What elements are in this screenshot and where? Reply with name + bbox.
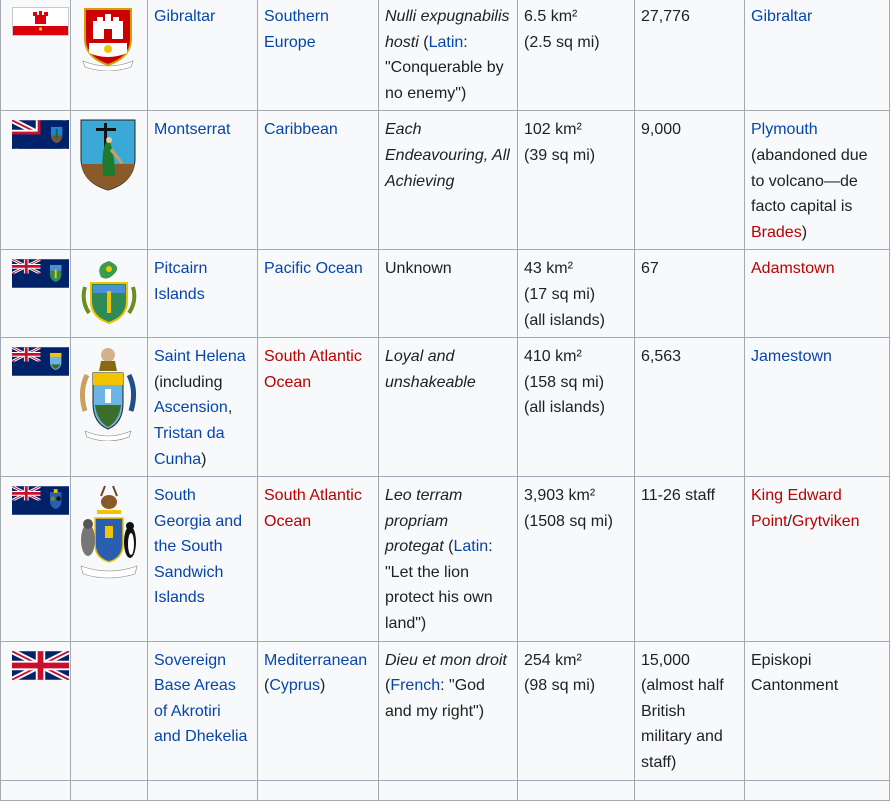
area-note: (all islands) (524, 311, 605, 329)
capital-separator: / (787, 512, 792, 530)
de-facto-capital-link[interactable]: Brades (751, 223, 802, 241)
region-link[interactable]: Pacific Ocean (264, 260, 363, 278)
saint-helena-coat-of-arms-icon[interactable] (79, 345, 137, 441)
motto-translation: : "Conquerable by no enemy") (385, 33, 504, 102)
capital-text: Episkopi Cantonment (751, 651, 839, 695)
territory-paren-close: ) (201, 450, 207, 468)
table-row (1, 0, 890, 111)
gibraltar-flag-icon[interactable] (12, 7, 69, 36)
motto-text: Leo terram propriam protegat (385, 487, 463, 556)
area-value: 3,903 km² (524, 487, 596, 505)
area-value: 102 km² (524, 121, 582, 139)
area-value: 410 km² (524, 348, 582, 366)
capital-note: (abandoned due to volcano—de facto capital is (751, 146, 868, 216)
pitcairn-flag-icon[interactable] (12, 259, 69, 288)
population-value: 27,776 (641, 8, 690, 25)
capital-link[interactable]: Adamstown (751, 260, 835, 278)
motto-translation: : "Let the lion protect his own land") (385, 538, 493, 633)
area-sq-mi: (2.5 sq mi) (524, 33, 600, 51)
area-sq-mi: (158 sq mi) (524, 373, 605, 391)
montserrat-flag-icon[interactable] (12, 120, 69, 149)
population-value: 11-26 staff (641, 487, 716, 505)
motto-paren: ( (385, 677, 391, 695)
motto-text: Loyal and unshakeable (385, 348, 476, 391)
population-value: 9,000 (641, 121, 682, 139)
area-sq-mi: (98 sq mi) (524, 677, 596, 695)
population-value: 6,563 (641, 348, 682, 366)
pitcairn-coat-of-arms-icon[interactable] (79, 257, 139, 327)
gibraltar-coat-of-arms-icon[interactable] (79, 5, 137, 71)
region-link[interactable]: South Atlantic Ocean (264, 348, 362, 391)
region-link[interactable]: South Atlantic Ocean (264, 487, 362, 530)
motto-text: Nulli expugnabilis hosti (385, 8, 510, 51)
south-georgia-coat-of-arms-icon[interactable] (79, 484, 139, 580)
region-link[interactable]: Southern Europe (264, 8, 329, 51)
area-sq-mi: (39 sq mi) (524, 146, 596, 164)
cyprus-link[interactable]: Cyprus (269, 677, 321, 695)
area-value: 254 km² (524, 651, 582, 669)
saint-helena-flag-icon[interactable] (12, 347, 69, 376)
language-link[interactable]: Latin (428, 33, 464, 51)
motto-translation: : "God and my right") (385, 677, 485, 720)
population-value: 67 (641, 260, 659, 278)
table-row (1, 641, 890, 780)
motto-text: Unknown (385, 260, 452, 278)
territory-separator: , (227, 399, 233, 417)
table-row (1, 477, 890, 642)
table-row (1, 780, 890, 800)
tristan-da-cunha-link[interactable]: Tristan da Cunha (154, 424, 225, 468)
area-note: (all islands) (524, 399, 605, 417)
territory-paren: (including (154, 373, 223, 391)
table-row (1, 111, 890, 250)
capital-link[interactable]: King Edward Point (751, 487, 842, 530)
region-link[interactable]: Mediterranean (264, 651, 368, 669)
territory-link[interactable]: Saint Helena (154, 348, 246, 366)
population-value: 15,000 (641, 651, 690, 669)
region-paren-close: ) (320, 677, 326, 695)
territory-link[interactable]: South Georgia and the South Sandwich Islands (154, 487, 243, 607)
region-link[interactable]: Caribbean (264, 121, 338, 139)
area-value: 43 km² (524, 260, 573, 278)
territory-link[interactable]: Sovereign Base Areas of Akrotiri and Dhekelia (154, 651, 248, 746)
union-jack-flag-icon[interactable] (12, 651, 69, 680)
montserrat-coat-of-arms-icon[interactable] (79, 118, 137, 192)
south-georgia-flag-icon[interactable] (12, 486, 69, 515)
capital-link[interactable]: Jamestown (751, 348, 832, 366)
area-sq-mi: (1508 sq mi) (524, 512, 613, 530)
territory-link[interactable]: Montserrat (154, 121, 231, 139)
capital-note-end: ) (801, 223, 808, 241)
motto-text: Each Endeavouring, All Achieving (385, 121, 510, 190)
territory-link[interactable]: Pitcairn Islands (154, 260, 208, 303)
grytviken-link[interactable]: Grytviken (791, 512, 860, 530)
language-link[interactable]: French (390, 677, 441, 695)
area-sq-mi: (17 sq mi) (524, 285, 596, 303)
area-value: 6.5 km² (524, 8, 578, 25)
population-note: (almost half British military and staff) (641, 677, 724, 772)
ascension-link[interactable]: Ascension (154, 399, 228, 417)
motto-paren: ( (418, 33, 429, 51)
language-link[interactable]: Latin (453, 538, 489, 556)
capital-link[interactable]: Plymouth (751, 121, 818, 139)
capital-link[interactable]: Gibraltar (751, 8, 813, 25)
motto-text: Dieu et mon droit (385, 651, 507, 669)
region-paren: ( (264, 677, 270, 695)
table-row (1, 250, 890, 338)
motto-paren: ( (443, 538, 454, 556)
table-row (1, 338, 890, 477)
territory-link[interactable]: Gibraltar (154, 8, 216, 25)
